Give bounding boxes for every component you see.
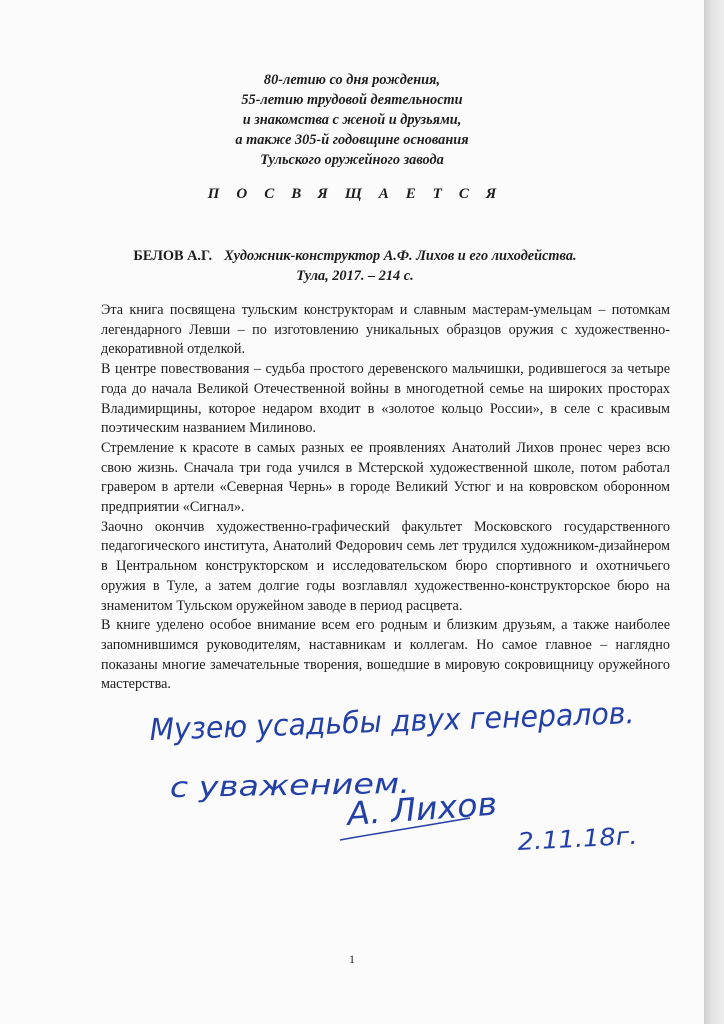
dedication-line: 55-летию трудовой деятельности xyxy=(241,92,463,108)
inscription-line-1: Музею усадьбы двух генералов. xyxy=(149,695,664,748)
dedication-line: Тульского оружейного завода xyxy=(260,152,444,168)
dedication-line: 80-летию со дня рождения, xyxy=(263,72,441,88)
paragraph: Заочно окончив художественно-графический факультет Московского государственного педагогического института, Анатолий Федорович семь лет трудился художником-дизайнером в Центральном конструкторском и исследовательском бюро спортивного и охотничьего оружия в Туле, а затем долгие годы возглавлял художественно-конструкторское бюро на знаменитом Тульском оружейном заводе в период расцвета. xyxy=(101,518,670,614)
inscription-date: 2.11.18г. xyxy=(516,822,631,856)
paragraph: Стремление к красоте в самых разных ее проявлениях Анатолий Лихов пронес через всю свою жизнь. Сначала три года учился в Мстерской художественной школе, потом работал гравером в артели «Северная Чернь» в городе Великий Устюг и на ковровском оборонном предприятии «Сигнал». xyxy=(101,439,670,516)
book-citation xyxy=(40,246,670,286)
scan-margin xyxy=(704,0,724,1024)
author-signature: А. Лихов xyxy=(345,784,493,833)
citation-imprint: Тула, 2017. – 214 с. xyxy=(296,268,414,284)
dedication-block xyxy=(0,70,704,170)
dedication-line: а также 305-й годовщине основания xyxy=(235,132,469,148)
paragraph: В книге уделено особое внимание всем его родным и близким друзьям, а также наиболее запомнившимся руководителям, наставникам и коллегам. Но самое главное – наглядно показаны многие замечательные творения, вошедшие в мировую сокровищницу оружейного мастерства. xyxy=(101,617,670,693)
page-number: 1 xyxy=(349,952,355,966)
paragraph: Эта книга посвящена тульским конструкторам и славным мастерам-умельцам – потомкам легендарного Левши – по изготовлению уникальных образцов оружия с художественно-декоративной отделкой. xyxy=(101,302,670,358)
annotation-text xyxy=(101,301,670,695)
citation-title: Художник-конструктор А.Ф. Лихов и его лиходейства. xyxy=(224,248,577,264)
dedication-verb: ПОСВЯЩАЕТСЯ xyxy=(207,186,514,202)
citation-author: БЕЛОВ А.Г. xyxy=(133,248,213,264)
dedication-line: и знакомства с женой и друзьями, xyxy=(242,112,462,128)
handwritten-inscription xyxy=(0,690,704,880)
paragraph: В центре повествования – судьба простого деревенского мальчишки, родившегося за четыре года до начала Великой Отечественной войны в многодетной семье на широких просторах Владимирщины, которое недаром входит в «золотое кольцо России», в селе с красивым поэтическим названием Милиново. xyxy=(101,361,670,437)
inscription-line-2: с уважением. xyxy=(169,767,371,804)
